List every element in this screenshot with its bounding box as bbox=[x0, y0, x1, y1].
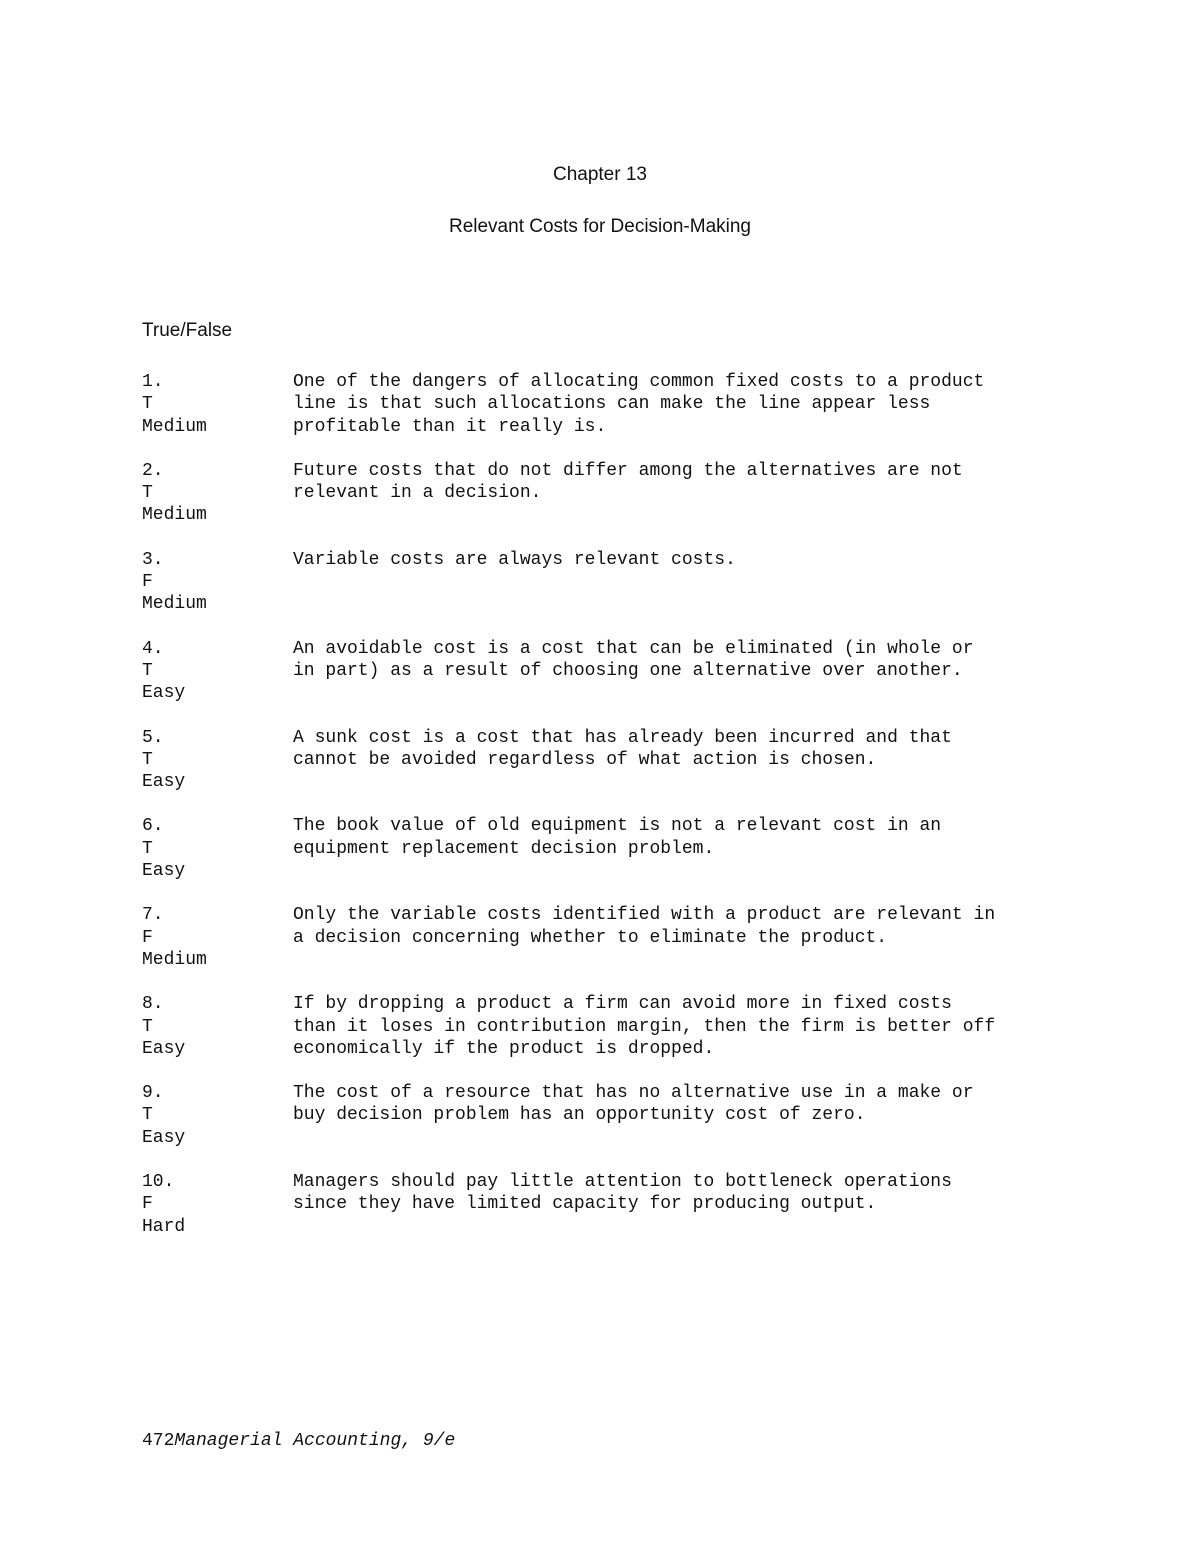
question-number: 6. bbox=[142, 816, 164, 837]
question-item bbox=[142, 460, 1122, 527]
question-text bbox=[293, 993, 1122, 1060]
question-difficulty: Easy bbox=[142, 683, 186, 704]
chapter-heading: Chapter 13 bbox=[552, 164, 647, 185]
question-number: 5. bbox=[142, 727, 164, 748]
question-text-line: a decision concerning whether to eliminate the product. bbox=[293, 927, 888, 948]
question-number: 4. bbox=[142, 638, 164, 659]
question-item bbox=[142, 549, 1122, 616]
question-text-line: since they have limited capacity for producing output. bbox=[293, 1194, 877, 1215]
question-text-line: economically if the product is dropped. bbox=[293, 1038, 715, 1059]
question-text bbox=[293, 727, 1122, 794]
question-answer: T bbox=[142, 838, 153, 859]
question-list bbox=[142, 371, 1122, 1260]
question-text bbox=[293, 638, 1122, 705]
question-text-line: An avoidable cost is a cost that can be eliminated (in whole or bbox=[293, 638, 974, 659]
page-footer bbox=[142, 1431, 455, 1451]
question-text bbox=[293, 1082, 1122, 1149]
question-item bbox=[142, 727, 1122, 794]
question-text-line: The book value of old equipment is not a relevant cost in an bbox=[293, 816, 942, 837]
question-text-line: If by dropping a product a firm can avoid more in fixed costs bbox=[293, 994, 952, 1015]
question-text bbox=[293, 904, 1122, 971]
question-difficulty: Medium bbox=[142, 416, 207, 437]
question-text-line: cannot be avoided regardless of what action is chosen. bbox=[293, 749, 877, 770]
book-title: Managerial Accounting, 9/e bbox=[174, 1431, 456, 1451]
question-text bbox=[293, 460, 1122, 527]
question-text-line: than it loses in contribution margin, then the firm is better off bbox=[293, 1016, 996, 1037]
question-text-line: The cost of a resource that has no alternative use in a make or bbox=[293, 1083, 974, 1104]
question-difficulty: Medium bbox=[142, 594, 207, 615]
question-text bbox=[293, 1171, 1122, 1238]
page-number: 472 bbox=[142, 1431, 175, 1451]
question-difficulty: Easy bbox=[142, 861, 186, 882]
question-number: 1. bbox=[142, 372, 164, 392]
question-meta bbox=[142, 815, 293, 882]
question-difficulty: Medium bbox=[142, 505, 207, 526]
question-meta bbox=[142, 1082, 293, 1149]
question-text bbox=[293, 815, 1122, 882]
question-text-line: buy decision problem has an opportunity cost of zero. bbox=[293, 1105, 866, 1126]
question-item bbox=[142, 1171, 1122, 1238]
question-difficulty: Easy bbox=[142, 772, 186, 793]
question-number: 3. bbox=[142, 549, 164, 570]
question-item bbox=[142, 1082, 1122, 1149]
question-meta bbox=[142, 1171, 293, 1238]
question-meta bbox=[142, 638, 293, 705]
question-difficulty: Easy bbox=[142, 1038, 186, 1059]
question-answer: T bbox=[142, 660, 153, 681]
question-answer: F bbox=[142, 1194, 153, 1215]
question-item bbox=[142, 904, 1122, 971]
question-number: 10. bbox=[142, 1172, 175, 1193]
question-difficulty: Medium bbox=[142, 949, 207, 970]
question-meta bbox=[142, 727, 293, 794]
question-number: 2. bbox=[142, 460, 164, 481]
question-text-line: Future costs that do not differ among the alternatives are not bbox=[293, 460, 963, 481]
question-answer: T bbox=[142, 1105, 153, 1126]
question-text-line: in part) as a result of choosing one alternative over another. bbox=[293, 660, 963, 681]
question-item bbox=[142, 815, 1122, 882]
question-meta bbox=[142, 904, 293, 971]
question-answer: T bbox=[142, 1016, 153, 1037]
question-number: 7. bbox=[142, 905, 164, 926]
question-answer: F bbox=[142, 572, 153, 593]
question-text-line: Variable costs are always relevant costs. bbox=[293, 549, 736, 570]
question-text-line: Managers should pay little attention to bottleneck operations bbox=[293, 1172, 952, 1193]
question-answer: T bbox=[142, 483, 153, 504]
question-text-line: One of the dangers of allocating common fixed costs to a product bbox=[293, 372, 985, 392]
question-item bbox=[142, 638, 1122, 705]
question-answer: T bbox=[142, 394, 153, 415]
question-text-line: line is that such allocations can make the line appear less bbox=[293, 394, 931, 415]
question-text-line: relevant in a decision. bbox=[293, 483, 542, 504]
question-text-line: A sunk cost is a cost that has already been incurred and that bbox=[293, 727, 952, 748]
question-item bbox=[142, 371, 1122, 438]
question-text-line: equipment replacement decision problem. bbox=[293, 838, 715, 859]
question-text-line: profitable than it really is. bbox=[293, 416, 607, 437]
question-item bbox=[142, 993, 1122, 1060]
question-meta bbox=[142, 549, 293, 616]
question-text bbox=[293, 549, 1122, 616]
question-meta bbox=[142, 371, 293, 438]
section-heading: True/False bbox=[142, 320, 233, 341]
question-answer: F bbox=[142, 927, 153, 948]
question-text-line: Only the variable costs identified with a product are relevant in bbox=[293, 905, 996, 926]
question-meta bbox=[142, 460, 293, 527]
question-number: 8. bbox=[142, 994, 164, 1015]
question-difficulty: Hard bbox=[142, 1216, 186, 1237]
question-difficulty: Easy bbox=[142, 1127, 186, 1148]
question-text bbox=[293, 371, 1122, 438]
question-answer: T bbox=[142, 749, 153, 770]
question-meta bbox=[142, 993, 293, 1060]
chapter-title: Relevant Costs for Decision-Making bbox=[448, 216, 751, 237]
question-number: 9. bbox=[142, 1083, 164, 1104]
